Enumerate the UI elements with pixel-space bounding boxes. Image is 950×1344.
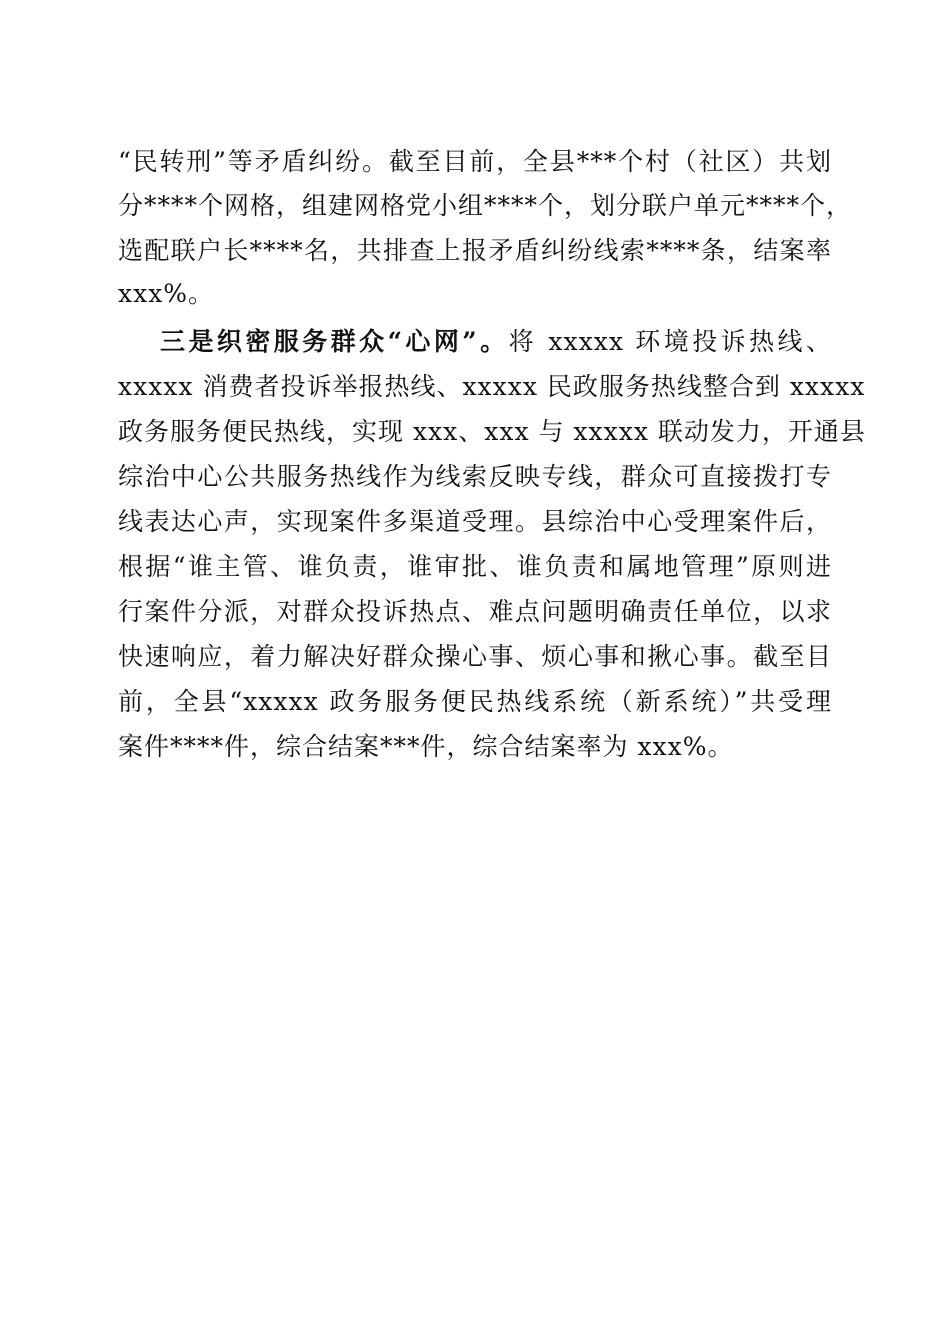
paragraph-2-line-9: 前，全县“xxxxx 政务服务便民热线系统（新系统）”共受理 xyxy=(118,687,832,716)
paragraph-2-lead: 三是织密服务群众“心网”。 xyxy=(160,327,509,356)
paragraph-2-line-7: 行案件分派，对群众投诉热点、难点问题明确责任单位，以求 xyxy=(118,597,832,626)
paragraph-2-line-10: 案件****件，综合结案***件，综合结案率为 xxx%。 xyxy=(118,732,734,761)
paragraph-2-line-3: 政务服务便民热线，实现 xxx、xxx 与 xxxxx 联动发力，开通县 xyxy=(118,417,866,446)
paragraph-1-line-4: xxx%。 xyxy=(118,279,215,308)
paragraph-2-line-1 xyxy=(160,328,832,356)
paragraph-1-line-2: 分****个网格，组建网格党小组****个，划分联户单元****个， xyxy=(118,191,853,220)
paragraph-2-line-1-rest: 将 xxxxx 环境投诉热线、 xyxy=(508,327,832,356)
paragraph-1-line-3: 选配联户长****名，共排查上报矛盾纠纷线索****条，结案率 xyxy=(118,236,832,265)
paragraph-2-line-6: 根据“谁主管、谁负责，谁审批、谁负责和属地管理”原则进 xyxy=(118,552,832,581)
paragraph-2-line-4: 综治中心公共服务热线作为线索反映专线，群众可直接拨打专 xyxy=(118,462,832,491)
paragraph-2-line-8: 快速响应，着力解决好群众操心事、烦心事和揪心事。截至目 xyxy=(118,642,832,671)
paragraph-1-line-1: “民转刑”等矛盾纠纷。截至目前，全县***个村（社区）共划 xyxy=(118,147,832,176)
paragraph-2-line-5: 线表达心声，实现案件多渠道受理。县综治中心受理案件后， xyxy=(118,507,832,536)
paragraph-2-line-2: xxxxx 消费者投诉举报热线、xxxxx 民政服务热线整合到 xxxxx xyxy=(118,372,866,401)
